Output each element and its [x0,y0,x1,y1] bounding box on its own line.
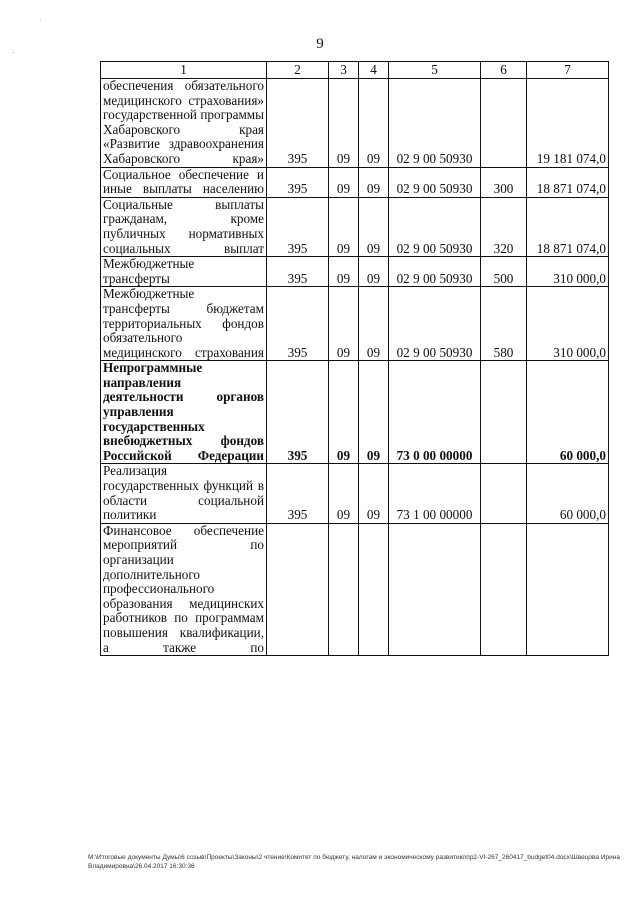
row-name: Социальное обеспечение и иные выплаты населению [101,167,267,197]
page-number: 9 [316,36,324,52]
row-section: 09 [329,79,359,168]
row-name: Межбюджетные трансферты бюджетам территориальных фондов обязательного медицинского страхования [101,287,267,361]
table-row [101,167,609,197]
table-row [101,257,609,287]
row-target: 02 9 00 50930 [389,167,481,197]
header-col-section: 3 [329,62,359,79]
header-col-name: 1 [101,62,267,79]
table-row [101,361,609,464]
row-target: 73 1 00 00000 [389,464,481,523]
row-subsection: 09 [359,79,389,168]
row-code: 395 [267,287,329,361]
row-amount: 19 181 074,0 [527,79,609,168]
row-name: Непрограммные направления деятельности органов управления государственных внебюджетных фондов Российской Федерации [101,361,267,464]
row-amount: 18 871 074,0 [527,197,609,256]
row-type: 300 [481,167,527,197]
row-code: 395 [267,464,329,523]
row-target [389,523,481,655]
row-subsection: 09 [359,361,389,464]
row-target: 02 9 00 50930 [389,287,481,361]
row-type: 580 [481,287,527,361]
row-code: 395 [267,79,329,168]
header-col-amount: 7 [527,62,609,79]
row-name: обеспечения обязательного медицинского страхования» государственной программы Хабаровского края «Развитие здравоохранения Хабаровского края» [101,79,267,168]
table-row [101,197,609,256]
row-amount: 60 000,0 [527,464,609,523]
table-row [101,523,609,655]
scan-mark: - [12,48,15,57]
row-section: 09 [329,197,359,256]
row-code: 395 [267,197,329,256]
row-amount [527,523,609,655]
row-type [481,523,527,655]
row-name: Межбюджетные трансферты [101,257,267,287]
row-section [329,523,359,655]
row-type [481,79,527,168]
row-target: 73 0 00 00000 [389,361,481,464]
row-target: 02 9 00 50930 [389,257,481,287]
row-code: 395 [267,167,329,197]
budget-table [100,61,609,656]
row-code: 395 [267,361,329,464]
row-subsection [359,523,389,655]
header-col-code: 2 [267,62,329,79]
row-type [481,464,527,523]
header-col-subsection: 4 [359,62,389,79]
table-row [101,464,609,523]
row-type [481,361,527,464]
row-amount: 310 000,0 [527,287,609,361]
row-section: 09 [329,464,359,523]
row-subsection: 09 [359,197,389,256]
row-name: Реализация государственных функций в области социальной политики [101,464,267,523]
document-path-footer: M:\Итоговые документы Думы\6 созыв\Проекты\Законы\2 чтение\Комитет по бюджету, налогам и экономическому развитию\пр2-VI-267_260417_budget04.docx\Швецова Ирина Владимировна\26.04.2017 16:30:36 [88,854,620,870]
table-header-row [101,62,609,79]
row-section: 09 [329,257,359,287]
row-section: 09 [329,361,359,464]
table-row [101,79,609,168]
table-row [101,287,609,361]
scan-mark: ' [40,18,42,27]
row-amount: 310 000,0 [527,257,609,287]
row-code: 395 [267,257,329,287]
header-col-type: 6 [481,62,527,79]
row-code [267,523,329,655]
row-target: 02 9 00 50930 [389,197,481,256]
row-amount: 60 000,0 [527,361,609,464]
row-subsection: 09 [359,464,389,523]
row-name: Финансовое обеспечение мероприятий по организации дополнительного профессионального образования медицинских работников по программам повышения квалификации, а также по [101,523,267,655]
row-section: 09 [329,287,359,361]
row-section: 09 [329,167,359,197]
header-col-target: 5 [389,62,481,79]
row-amount: 18 871 074,0 [527,167,609,197]
row-subsection: 09 [359,257,389,287]
row-type: 320 [481,197,527,256]
row-subsection: 09 [359,287,389,361]
row-target: 02 9 00 50930 [389,79,481,168]
row-name: Социальные выплаты гражданам, кроме публичных нормативных социальных выплат [101,197,267,256]
row-subsection: 09 [359,167,389,197]
row-type: 500 [481,257,527,287]
